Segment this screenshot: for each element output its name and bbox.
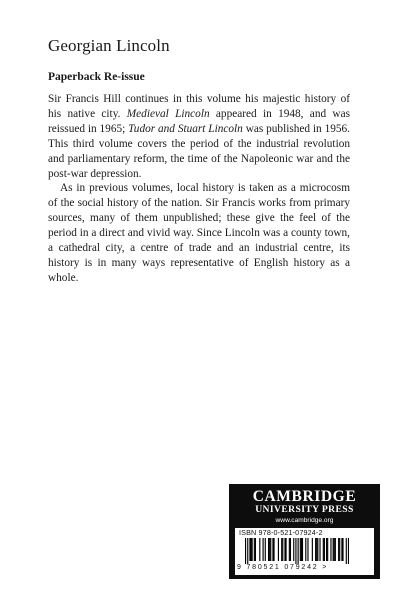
- barcode-bar: [333, 538, 334, 561]
- barcode-bar: [330, 538, 331, 561]
- barcode-bar: [335, 538, 336, 561]
- edition-label: Paperback Re-issue: [48, 71, 145, 83]
- barcode-bar: [282, 538, 283, 561]
- barcode-bar: [302, 538, 303, 561]
- barcode-bar: [323, 538, 324, 561]
- barcode-bar: [319, 538, 320, 561]
- barcode-bar: [307, 538, 308, 561]
- barcode-bar: [263, 538, 264, 561]
- description-paragraph-1: Sir Francis Hill continues in this volume his majestic history of his native city. Medieval Lincoln appeared in 1948, and was reissued in 1965; Tudor and Stuart Lincoln was published in 1956. This third volume covers the period of the industrial revolution and parliamentary reform, the time of the Napoleonic war and the post-war depression.: [48, 93, 350, 180]
- barcode-bar: [334, 538, 335, 561]
- barcode-bar: [326, 538, 327, 561]
- barcode-bar: [327, 538, 328, 561]
- barcode-icon: [245, 538, 349, 564]
- barcode-bar: [312, 538, 313, 561]
- barcode-bar: [348, 538, 349, 564]
- barcode-bar: [278, 538, 279, 561]
- isbn-label: ISBN 978-0-521-07924-2: [239, 528, 323, 537]
- barcode-bar: [249, 538, 250, 561]
- barcode-bar: [281, 538, 282, 561]
- barcode-digits: 9 780521 079242 >: [237, 564, 329, 571]
- publisher-subtitle: UNIVERSITY PRESS: [255, 504, 354, 515]
- barcode-panel: [235, 528, 374, 575]
- barcode-bar: [305, 538, 306, 561]
- barcode-bar: [250, 538, 251, 561]
- barcode-bar: [255, 538, 256, 561]
- barcode-bar: [315, 538, 316, 561]
- barcode-bar: [247, 538, 248, 564]
- barcode-bar: [252, 538, 253, 561]
- barcode-bar: [295, 538, 296, 564]
- barcode-bar: [346, 538, 347, 564]
- barcode-bar: [265, 538, 266, 561]
- barcode-bar: [254, 538, 255, 561]
- title-tudor-stuart-lincoln: Tudor and Stuart Lincoln: [128, 122, 243, 135]
- barcode-bar: [259, 538, 260, 561]
- title-medieval-lincoln: Medieval Lincoln: [126, 107, 210, 120]
- publisher-url: www.cambridge.org: [275, 517, 334, 524]
- barcode-bar: [273, 538, 274, 561]
- barcode-bar: [317, 538, 318, 561]
- barcode-bar: [245, 538, 246, 564]
- barcode-bar: [293, 538, 294, 561]
- publisher-block: [229, 484, 380, 579]
- barcode-bar: [338, 538, 339, 561]
- barcode-bar: [272, 538, 273, 561]
- barcode-bar: [286, 538, 287, 561]
- barcode-bar: [316, 538, 317, 561]
- barcode-bar: [342, 538, 343, 561]
- book-title: Georgian Lincoln: [48, 36, 170, 55]
- barcode-bar: [341, 538, 342, 561]
- barcode-bar: [324, 538, 325, 561]
- book-description: [48, 92, 350, 286]
- barcode-bar: [298, 538, 299, 564]
- barcode-bar: [301, 538, 302, 561]
- barcode-bar: [290, 538, 291, 561]
- barcode-bar: [339, 538, 340, 561]
- barcode-bar: [268, 538, 269, 561]
- barcode-bar: [269, 538, 270, 561]
- barcode-bar: [284, 538, 285, 561]
- barcode-bar: [289, 538, 290, 561]
- description-paragraph-2: As in previous volumes, local history is taken as a microcosm of the social history of the nation. Sir Francis works from primary sources, many of them unpublished; these give the feel of the period in a direct and vivid way. Since Lincoln was a county town, a cathedral city, a centre of trade and an industrial centre, its history is in many ways representative of English history as a whole.: [48, 182, 350, 284]
- publisher-name: CAMBRIDGE: [252, 488, 357, 505]
- barcode-bar: [300, 538, 301, 561]
- barcode-bar: [270, 538, 271, 561]
